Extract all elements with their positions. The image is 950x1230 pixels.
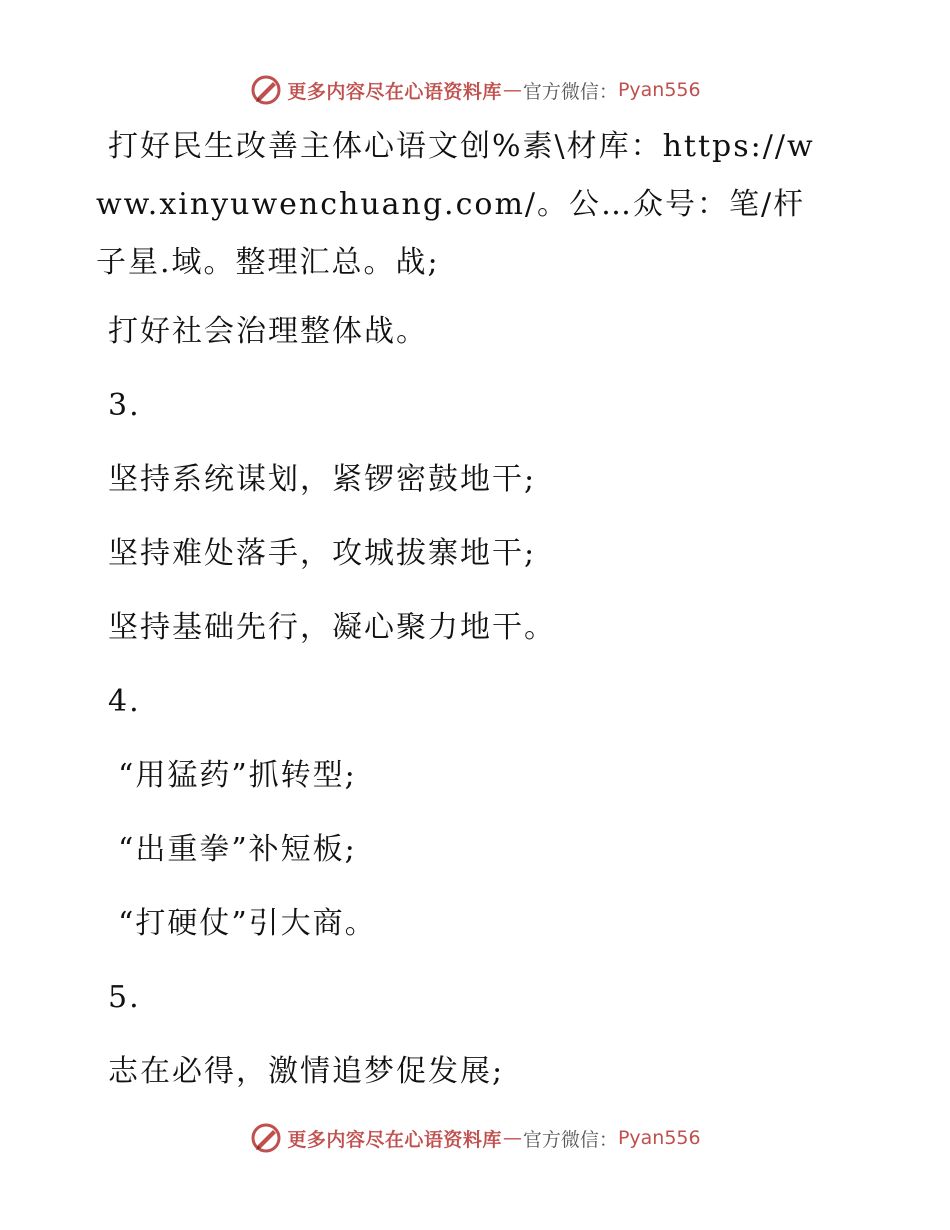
banner-title: 更多内容尽在心语资料库 [287, 80, 502, 103]
paragraph-7: “出重拳”补短板; [118, 832, 357, 867]
banner-wechat-id: Pyan556 [617, 1127, 701, 1149]
paragraph-6: “用猛药”抓转型; [118, 758, 357, 793]
section-number-5: 5. [108, 980, 141, 1015]
paragraph-9: 志在必得，激情追梦促发展; [108, 1054, 505, 1089]
banner-dash: — [502, 1127, 522, 1149]
banner-dash: — [502, 79, 522, 101]
paragraph-1: 打好民生改善主体心语文创%素\材库：https://www.xinyuwenchuang.com/。公…众号：笔/杆子星.域。整理汇总。战; [96, 129, 815, 280]
banner-wechat-id: Pyan556 [617, 79, 701, 101]
banner-label: 官方微信： [522, 80, 618, 103]
footer-banner [0, 1118, 950, 1158]
paragraph-4: 坚持难处落手，攻城拔寨地干; [108, 536, 537, 571]
paragraph-3: 坚持系统谋划，紧锣密鼓地干; [108, 462, 537, 497]
pen-swirl-logo-icon [249, 1121, 283, 1155]
header-banner [0, 70, 950, 110]
paragraph-8: “打硬仗”引大商。 [118, 906, 377, 941]
section-number-4: 4. [108, 684, 141, 719]
section-number-3: 3. [108, 388, 141, 423]
banner-label: 官方微信： [522, 1128, 618, 1151]
paragraph-2: 打好社会治理整体战。 [108, 314, 428, 349]
paragraph-5: 坚持基础先行，凝心聚力地干。 [108, 610, 556, 645]
pen-swirl-logo-icon [249, 73, 283, 107]
banner-title: 更多内容尽在心语资料库 [287, 1128, 502, 1151]
document-body [0, 118, 950, 1109]
